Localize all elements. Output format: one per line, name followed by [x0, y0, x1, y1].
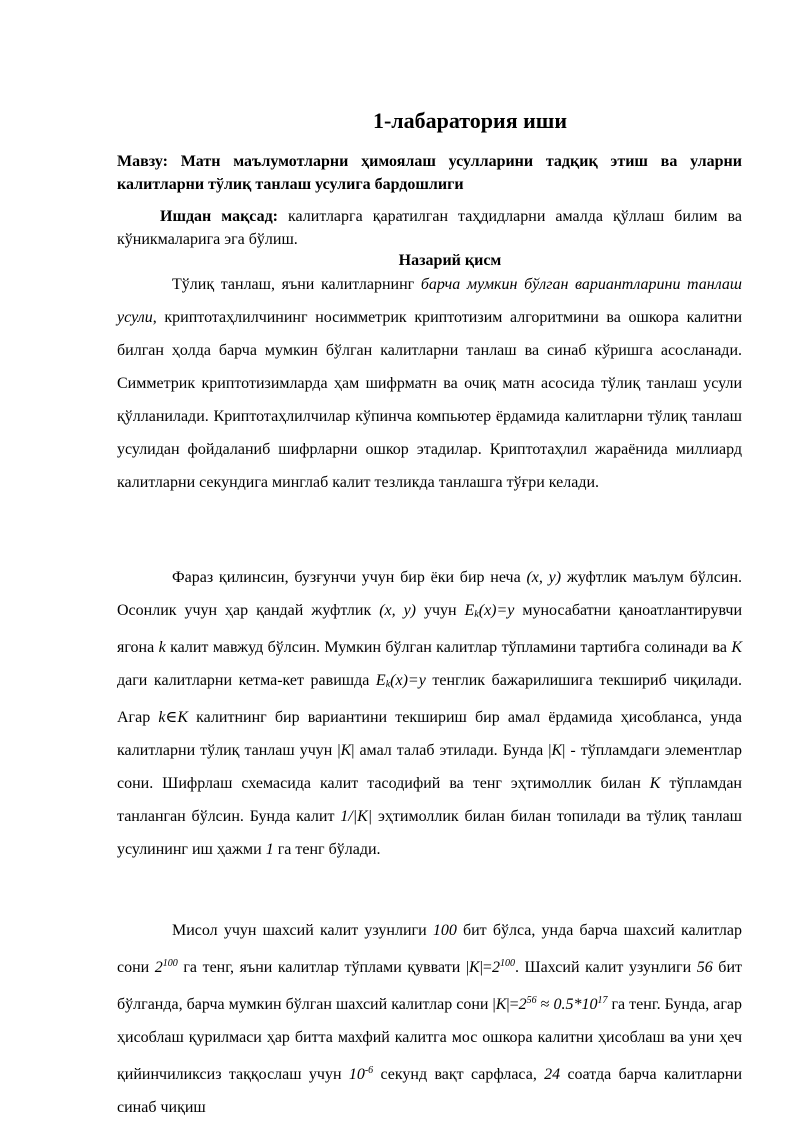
formula: 2: [491, 959, 500, 976]
formula-subscript: k: [474, 609, 479, 620]
text-run: учун: [416, 602, 465, 619]
text-run: тўпламдан танланган бўлсин. Бунда калит: [117, 775, 742, 825]
text-run: . Шахсий калит узунлиги: [514, 959, 697, 976]
text-run: бит бўлса, унда барча шахсий калитлар сони: [117, 922, 742, 976]
text-run: га тенг, яъни калитлар тўплами қуввати |: [177, 959, 470, 976]
formula: k∈K: [158, 709, 188, 726]
paragraph-2: [117, 561, 742, 866]
formula: k: [158, 639, 166, 656]
text-run: |=: [506, 996, 519, 1013]
text-run: , криптотаҳлилчининг носимметрик криптотизим алгоритмини ва ошкора калитни билган ҳолда барча мумкин бўлган калитларни танлаш ва синаб кўришга асосланади. Симметрик криптотизимларда ҳам шифрматн ва очиқ матн асосида тўлиқ танлаш усули қўлланилади. Криптотаҳлилчилар кўпинча компьютер ёрдамида калитларни тўлиқ танлаш усулидан фойдаланиб шифрларни ошкор этадилар. Криптотаҳлил жараёнида миллиард калитларни секундига минглаб калит тезликда танлашга тўғри келади.: [117, 309, 742, 491]
formula-subscript: k: [385, 679, 391, 690]
text-run: Мисол учун шахсий калит узунлиги: [172, 922, 433, 939]
formula: (x)=y: [478, 602, 515, 619]
text-run: секунд вақт сарфласа,: [373, 1066, 545, 1083]
formula: 56: [696, 959, 713, 976]
text-run: соатда барча калитларни синаб чиқиш: [117, 1066, 743, 1116]
formula-exponent: -6: [364, 1065, 374, 1076]
goal-paragraph: [117, 205, 742, 251]
text-run: тенглик бажарилишига текшириб чиқилади. Агар: [117, 672, 743, 726]
text-run: калит мавжуд бўлсин. Мумкин бўлган калитлар тўпламини тартибга солинади ва: [165, 639, 732, 656]
formula: E: [464, 602, 475, 619]
formula: K: [495, 996, 507, 1013]
text-run: |=: [479, 959, 492, 976]
text-run: Фараз қилинсин, бузғунчи учун бир ёки бир неча: [172, 569, 527, 586]
formula: (x, y): [526, 569, 562, 586]
formula-exponent: 100: [162, 958, 178, 969]
formula: 2: [518, 996, 527, 1013]
goal-label: Ишдан мақсад:: [160, 208, 279, 225]
formula: 10: [348, 1066, 365, 1083]
text-run: Тўлиқ танлаш, яъни калитларнинг: [172, 276, 421, 293]
text-run: бит бўлганда, барча мумкин бўлган шахсий калитлар сони |: [117, 959, 742, 1013]
formula: K: [469, 959, 480, 976]
formula: K: [340, 742, 352, 759]
formula: 100: [432, 922, 457, 939]
approx-sign: ≈: [536, 996, 554, 1013]
topic-paragraph: Мавзу: Матн маълумотларни ҳимоялаш усулларини тадқиқ этиш ва уларни калитларни тўлиқ танлаш усулига бардошлиги: [117, 153, 742, 193]
formula: E: [375, 672, 386, 689]
paragraph-3: [117, 914, 742, 1124]
formula: 1: [265, 841, 274, 858]
formula: K: [731, 639, 742, 656]
formula: K: [649, 775, 661, 792]
text-run: муносабатни қаноатлантирувчи ягона: [117, 602, 743, 656]
section-heading: Назарий қисм: [398, 252, 502, 269]
formula: 24: [544, 1066, 561, 1083]
text-run: | амал талаб этилади. Бунда |: [351, 742, 552, 759]
formula-exponent: 17: [597, 995, 608, 1006]
page-title: 1-лабаратория иши: [372, 108, 568, 133]
text-run: калитнинг бир вариантини текшириш бир амал ёрдамида ҳисобланса, унда калитларни тўлиқ танлаш учун |: [117, 709, 742, 759]
text-run: даги калитларни кетма-кет равишда: [117, 672, 376, 689]
text-run: га тенг. Бунда, агар ҳисоблаш қурилмаси ҳар битта махфий калитга мос ошкора калитни ҳисоблаш ва уни ҳеч қийинчиликсиз таққослаш учун: [117, 996, 743, 1083]
formula: 1/|K|: [340, 808, 373, 825]
text-run: жуфтлик маълум бўлсин. Осонлик учун ҳар қандай жуфтлик: [117, 569, 743, 619]
formula: 0.5*10: [553, 996, 598, 1013]
formula: (x)=y: [390, 672, 426, 689]
formula-exponent: 56: [526, 995, 537, 1006]
formula: 2: [154, 959, 163, 976]
goal-text: калитларга қаратилган таҳдидларни амалда қўллаш билим ва кўникмаларига эга бўлиш.: [117, 208, 743, 248]
italic-run: барча мумкин бўлган вариантларини танлаш усули: [117, 276, 742, 326]
formula: K: [551, 742, 563, 759]
paragraph-1: [117, 268, 742, 499]
text-run: эҳтимоллик билан билан топилади ва тўлиқ танлаш усулининг иш ҳажми: [117, 808, 743, 858]
text-run: | - тўпламдаги элементлар сони. Шифрлаш схемасида калит тасодифий ва тенг эҳтимоллик билан: [117, 742, 743, 792]
formula-exponent: 100: [499, 958, 515, 969]
formula: (x, y): [379, 602, 416, 619]
text-run: га тенг бўлади.: [273, 841, 381, 858]
